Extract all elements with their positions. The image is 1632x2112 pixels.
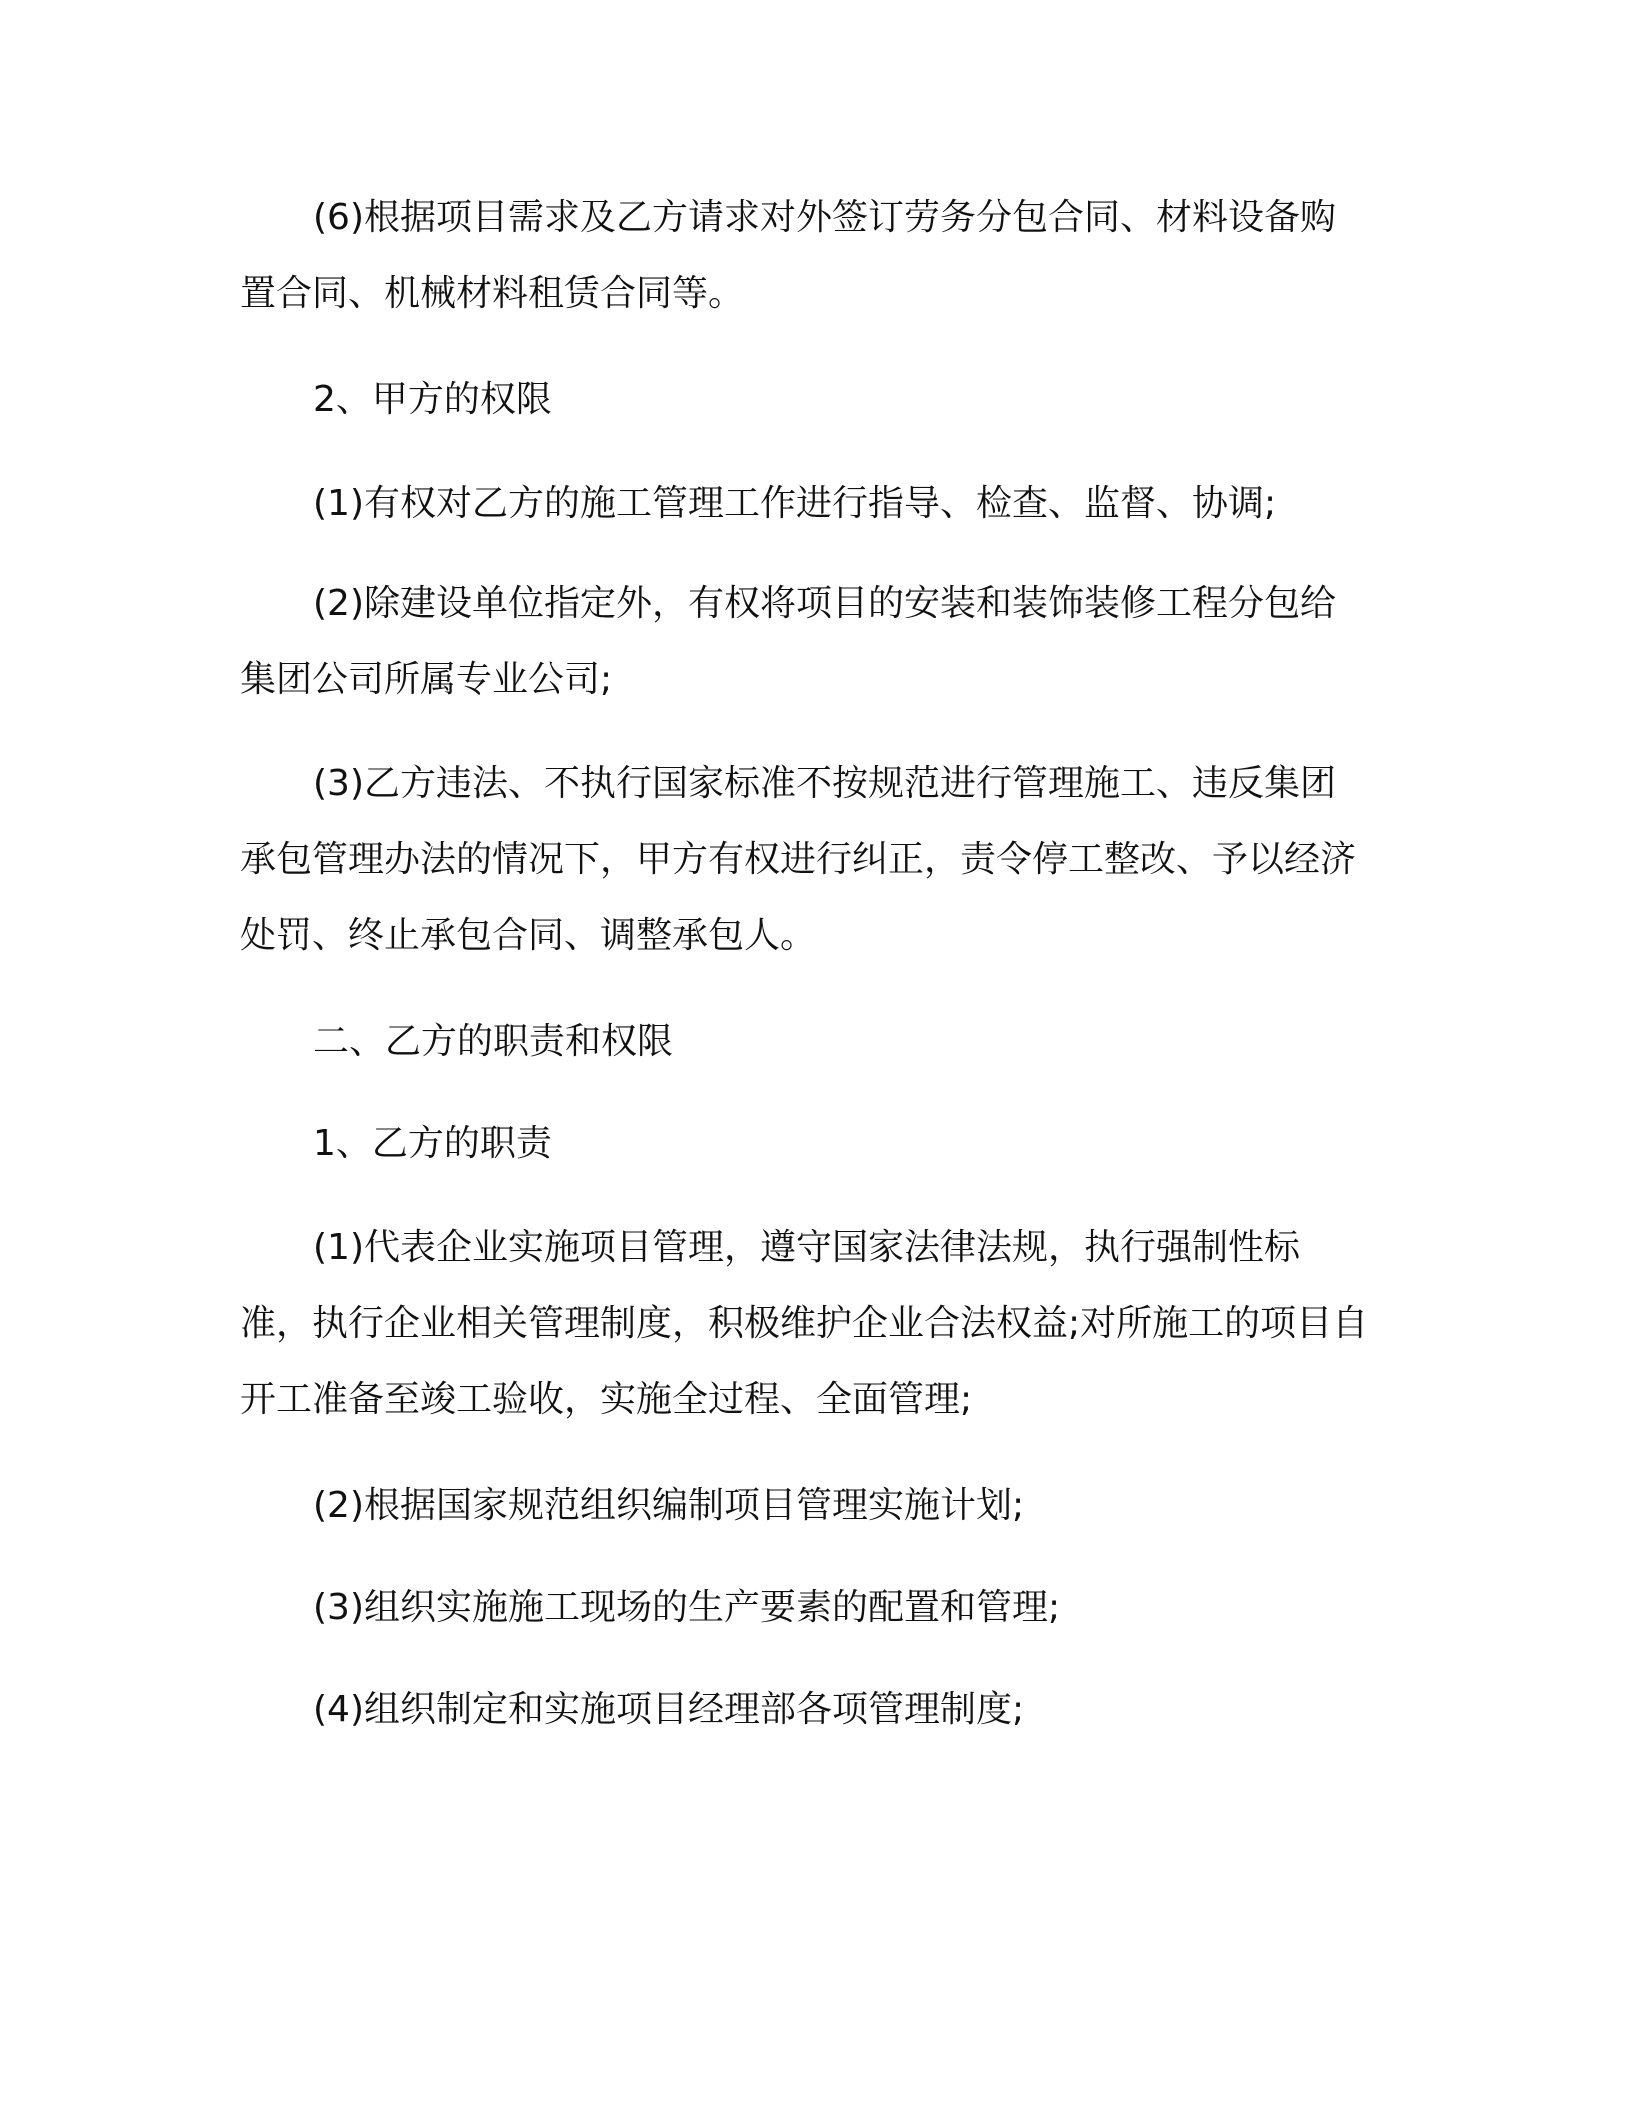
heading-party-b-duties: 1、乙方的职责 <box>313 1123 552 1164</box>
paragraph-b-item-4-rules: (4)组织制定和实施项目经理部各项管理制度; <box>313 1689 1025 1730</box>
paragraph-item-6-contracts: (6)根据项目需求及乙方请求对外签订劳务分包合同、材料设备购置合同、机械材料租赁合同等。 <box>240 197 1336 314</box>
paragraph-item-1-guidance: (1)有权对乙方的施工管理工作进行指导、检查、监督、协调; <box>313 483 1277 524</box>
paragraph-item-2-subcontract: (2)除建设单位指定外，有权将项目的安装和装饰装修工程分包给集团公司所属专业公司; <box>240 583 1336 700</box>
heading-party-b-duties-authority: 二、乙方的职责和权限 <box>313 1021 674 1062</box>
paragraph-b-item-1-management: (1)代表企业实施项目管理，遵守国家法律法规，执行强制性标准，执行企业相关管理制度，积极维护企业合法权益;对所施工的项目自开工准备至竣工验收，实施全过程、全面管理; <box>240 1227 1369 1420</box>
paragraph-item-3-correction: (3)乙方违法、不执行国家标准不按规范进行管理施工、违反集团承包管理办法的情况下，甲方有权进行纠正，责令停工整改、予以经济处罚、终止承包合同、调整承包人。 <box>240 763 1357 956</box>
heading-party-a-authority: 2、甲方的权限 <box>313 379 552 420</box>
paragraph-b-item-2-plan: (2)根据国家规范组织编制项目管理实施计划; <box>313 1485 1025 1526</box>
paragraph-b-item-3-resources: (3)组织实施施工现场的生产要素的配置和管理; <box>313 1587 1061 1628</box>
